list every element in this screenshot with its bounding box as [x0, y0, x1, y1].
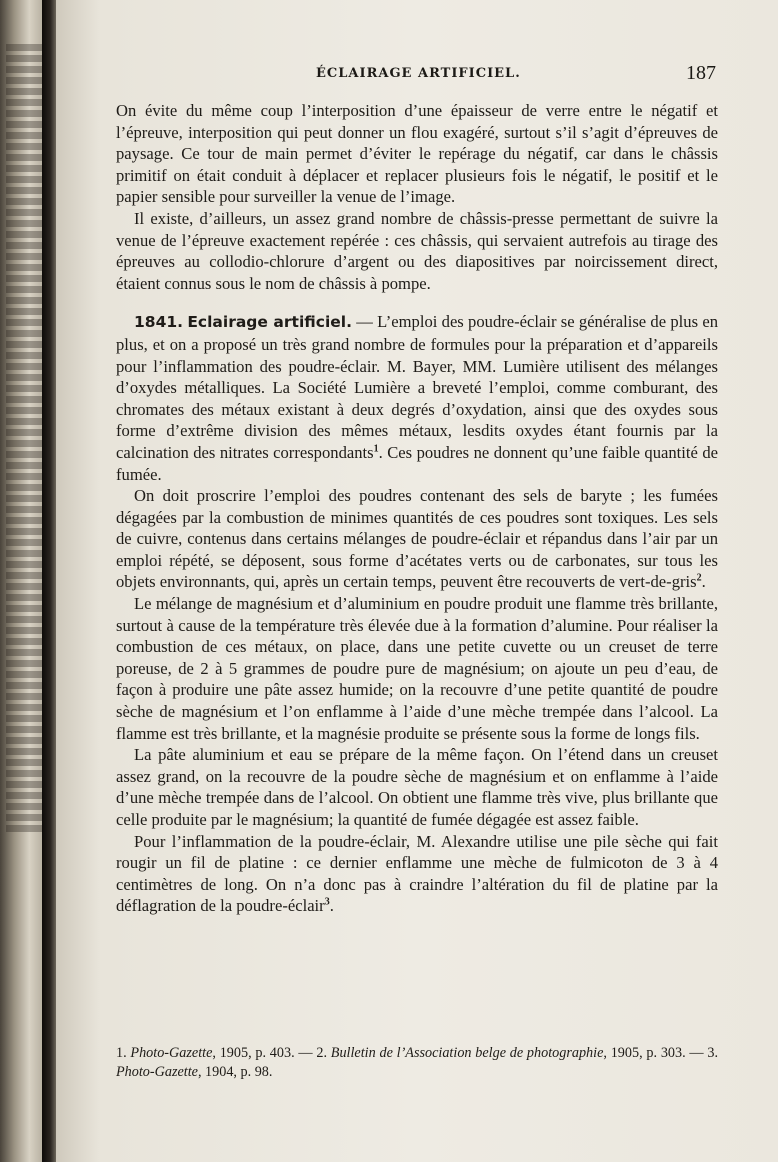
facing-page-text-lines [0, 40, 42, 836]
running-title: ÉCLAIRAGE ARTIFICIEL. [316, 66, 521, 81]
paragraph-1: On évite du même coup l’interposition d’une épaisseur de verre entre le négatif et l’épreuve, interposition qui peut donner un flou exagéré, surtout s’il s’agit d’épreuves de paysage. Ce tour de main permet d’éviter le repérage du négatif, car dans le châssis primitif on était conduit à déplacer et replacer plusieurs fois le négatif, le positif et le papier sensible pour surveiller la venue de l’image. [116, 101, 718, 207]
paragraph-4 [116, 485, 718, 593]
section-number: 1841. [134, 313, 184, 332]
footnote-3-ref: , 1904, p. 98. [197, 1064, 273, 1080]
paragraph-2: Il existe, d’ailleurs, un assez grand nombre de châssis-presse permettant de suivre la venue de l’épreuve exactement repérée : ces châssis, qui servaient autrefois au tirage des épreuves au collodio-chlorure d’argent ou des diapositives par noircissement direct, étaient connus sous le nom de châssis à pompe. [116, 208, 718, 293]
footnote-2-source: Bulletin de l’Association belge de photographie [330, 1045, 604, 1061]
paragraph-4-text: On doit proscrire l’emploi des poudres contenant des sels de baryte ; les fumées dégagées par la combustion de minimes quantités de ces poudres sont toxiques. Les sels de cuivre, contenus dans certains mélanges de poudre-éclair et répandus dans l’air par un emploi répété, se déposent, sous forme d’acétates verts ou de carbonates, sur tous les objets environnants, qui, après un certain temps, peuvent être recouverts de vert-de-gris [116, 486, 718, 592]
paragraph-3-end: . Ces poudres ne donnent qu’une faible quantité de fumée. [116, 442, 718, 484]
page-number: 187 [686, 62, 716, 84]
paragraph-6: La pâte aluminium et eau se prépare de la même façon. On l’étend dans un creuset assez grand, on la recouvre de la poudre sèche de magnésium et on enflamme à l’aide d’une mèche trempée dans de l’alcool. On obtient une flamme très vive, plus brillante que celle produite par le magnésium; la quantité de fumée dégagée est assez faible. [116, 745, 718, 829]
book-gutter [42, 0, 56, 1162]
paragraph-7 [116, 831, 718, 917]
paragraph-7-text: Pour l’inflammation de la poudre-éclair, M. Alexandre utilise une pile sèche qui fait rougir un fil de platine : ce dernier enflamme une mèche de fulmicoton de 3 à 4 centimètres de long. On n’a donc pas à craindre l’altération du fil de platine par la déflagration de la poudre-éclair [116, 831, 718, 916]
paragraph-5: Le mélange de magnésium et d’aluminium en poudre produit une flamme très brillante, surtout à cause de la température très élevée due à la formation d’alumine. Pour réaliser la combustion de ces métaux, on place, dans une petite cuvette ou un creuset de terre poreuse, de 2 à 5 grammes de poudre pure de magnésium; on ajoute un peu d’eau, de façon à produire une pâte assez humide; on la recouvre d’une petite quantité de poudre sèche de magnésium et l’on enflamme à l’aide d’une mèche trempée dans l’alcool. La flamme est très brillante, et la magnésie produite se présente sous la forme de longs fils. [116, 594, 718, 743]
facing-page-edge [0, 0, 42, 1162]
page-body [116, 100, 718, 917]
footnote-ref-1: 1 [373, 443, 379, 455]
footnote-3-source: Photo-Gazette [116, 1064, 198, 1080]
footnote-ref-3: 3 [324, 896, 330, 908]
paragraph-3-text: — L’emploi des poudre-éclair se généralise de plus en plus, et on a proposé un très grand nombre de formules pour la préparation et d’appareils pour l’inflammation des poudre-éclair. M. Bayer, MM. Lumière utilisent des mélanges d’oxydes métalliques. La Société Lumière a breveté l’emploi, comme comburant, des chromates des métaux existant à deux degrés d’oxydation, ainsi que des oxydes sous forme d’extrême division des mêmes métaux, lesdits oxydes étant fournis par la calcination des nitrates correspondants [116, 312, 718, 462]
footnotes [116, 1044, 718, 1082]
footnote-2-ref: , 1905, p. 303. — 3. [603, 1045, 719, 1061]
paragraph-4-end: . [701, 572, 706, 592]
section-title: Eclairage artificiel. [187, 313, 352, 332]
footnote-1-number: 1. [116, 1045, 131, 1061]
paragraph-7-end: . [329, 896, 334, 916]
footnote-ref-2: 2 [696, 572, 702, 584]
section-paragraph [116, 311, 718, 485]
footnote-1-source: Photo-Gazette [130, 1045, 213, 1061]
footnote-1-ref: , 1905, p. 403. — 2. [212, 1045, 331, 1061]
